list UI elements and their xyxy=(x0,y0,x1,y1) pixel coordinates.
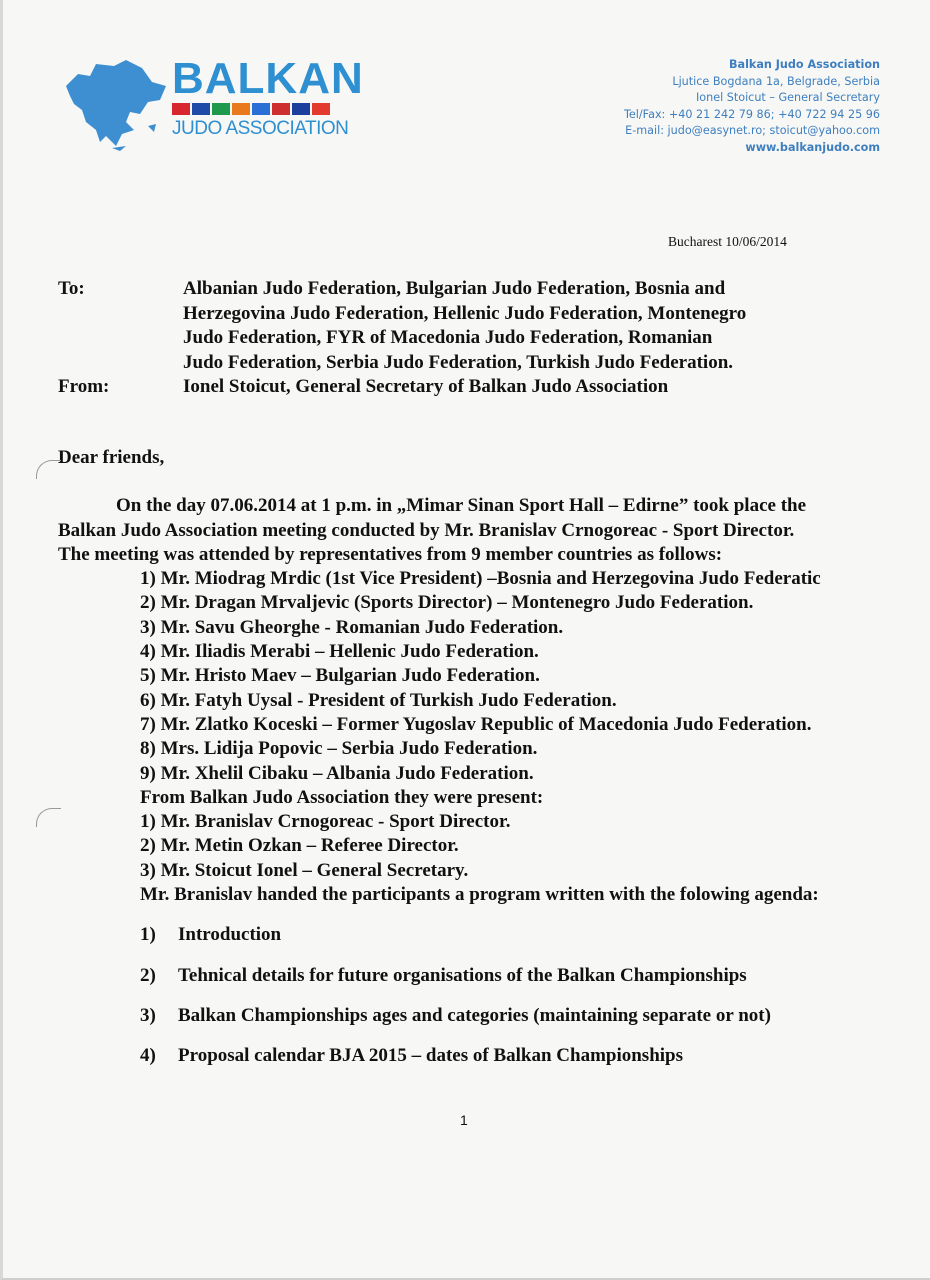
to-line: Judo Federation, Serbia Judo Federation, Turkish Judo Federation. xyxy=(183,351,734,373)
attendance-intro: The meeting was attended by representatives from 9 member countries as follows: xyxy=(58,543,723,565)
to-line: Albanian Judo Federation, Bulgarian Judo Federation, Bosnia and xyxy=(183,278,726,299)
agenda-text: Balkan Championships ages and categories (maintaining separate or not) xyxy=(178,1004,771,1026)
flag-icon xyxy=(312,103,330,115)
to-recipients xyxy=(183,277,833,375)
to-label: To: xyxy=(58,278,85,299)
letter-body xyxy=(58,446,928,1069)
bja-intro: From Balkan Judo Association they were present: xyxy=(140,786,544,808)
org-address: Ljutice Bogdana 1a, Belgrade, Serbia xyxy=(672,74,880,88)
agenda-item xyxy=(58,923,928,947)
bja-member: 1) Mr. Branislav Crnogoreac - Sport Director. xyxy=(140,811,511,833)
flag-icon xyxy=(192,103,210,115)
meeting-paragraph: On the day 07.06.2014 at 1 p.m. in „Mimar Sinan Sport Hall – Edirne” took place the Balkan Judo Association meeting conducted by Mr. Branislav Crnogoreac - Sport Director. xyxy=(58,495,807,541)
agenda-number: 2) xyxy=(140,964,156,986)
org-tel: Tel/Fax: +40 21 242 79 86; +40 722 94 25 96 xyxy=(623,107,880,121)
agenda-number: 1) xyxy=(140,924,156,946)
to-line: Judo Federation, FYR of Macedonia Judo Federation, Romanian xyxy=(183,327,713,348)
agenda-text: Proposal calendar BJA 2015 – dates of Balkan Championships xyxy=(178,1045,684,1067)
punch-hole-mark xyxy=(36,460,61,479)
flag-icon xyxy=(252,103,270,115)
attendee-item: 7) Mr. Zlatko Koceski – Former Yugoslav Republic of Macedonia Judo Federation. xyxy=(140,713,812,735)
attendee-item: 1) Mr. Miodrag Mrdic (1st Vice President) –Bosnia and Herzegovina Judo Federatic xyxy=(140,568,821,590)
agenda-item xyxy=(58,964,928,988)
greeting: Dear friends, xyxy=(58,447,165,468)
agenda-intro: Mr. Branislav handed the participants a program written with the folowing agenda: xyxy=(140,884,819,906)
attendee-item: 9) Mr. Xhelil Cibaku – Albania Judo Federation. xyxy=(140,762,534,784)
logo-subtitle: JUDO ASSOCIATION xyxy=(172,118,349,139)
org-secretary: Ionel Stoicut – General Secretary xyxy=(695,91,880,104)
logo-wordmark: BALKAN xyxy=(172,54,364,103)
agenda-number: 4) xyxy=(140,1045,156,1067)
flag-icon xyxy=(212,103,230,115)
agenda-text: Introduction xyxy=(178,924,282,946)
attendee-item: 2) Mr. Dragan Mrvaljevic (Sports Director) – Montenegro Judo Federation. xyxy=(140,592,754,614)
page-number: 1 xyxy=(460,1112,468,1128)
agenda-item xyxy=(58,1004,928,1028)
flag-icon xyxy=(292,103,310,115)
attendee-item: 8) Mrs. Lidija Popovic – Serbia Judo Federation. xyxy=(140,738,538,760)
date-line: Bucharest 10/06/2014 xyxy=(668,234,787,249)
punch-hole-mark xyxy=(36,808,61,827)
flag-icon xyxy=(272,103,290,115)
agenda-item xyxy=(58,1044,928,1068)
org-website-link[interactable]: www.balkanjudo.com xyxy=(745,140,880,154)
balkan-judo-logo xyxy=(56,52,364,152)
bja-member: 3) Mr. Stoicut Ionel – General Secretary. xyxy=(140,859,469,881)
from-text: Ionel Stoicut, General Secretary of Balkan Judo Association xyxy=(183,376,669,397)
letterhead-contact xyxy=(624,57,880,156)
agenda-number: 3) xyxy=(140,1004,156,1026)
attendee-item: 6) Mr. Fatyh Uysal - President of Turkish Judo Federation. xyxy=(140,689,617,711)
org-email: E-mail: judo@easynet.ro; stoicut@yahoo.com xyxy=(625,124,880,137)
from-label: From: xyxy=(58,376,110,397)
bja-member: 2) Mr. Metin Ozkan – Referee Director. xyxy=(140,835,459,857)
flag-icon xyxy=(232,103,250,115)
attendee-item: 4) Mr. Iliadis Merabi – Hellenic Judo Federation. xyxy=(140,641,539,663)
org-name: Balkan Judo Association xyxy=(729,58,880,71)
attendee-item: 3) Mr. Savu Gheorghe - Romanian Judo Federation. xyxy=(140,616,564,638)
agenda-text: Tehnical details for future organisations of the Balkan Championships xyxy=(178,964,747,986)
flag-icon xyxy=(172,103,190,115)
attendee-item: 5) Mr. Hristo Maev – Bulgarian Judo Federation. xyxy=(140,665,540,687)
to-line: Herzegovina Judo Federation, Hellenic Judo Federation, Montenegro xyxy=(183,302,747,324)
balkan-map-icon xyxy=(56,56,168,152)
flag-strip xyxy=(172,103,332,115)
